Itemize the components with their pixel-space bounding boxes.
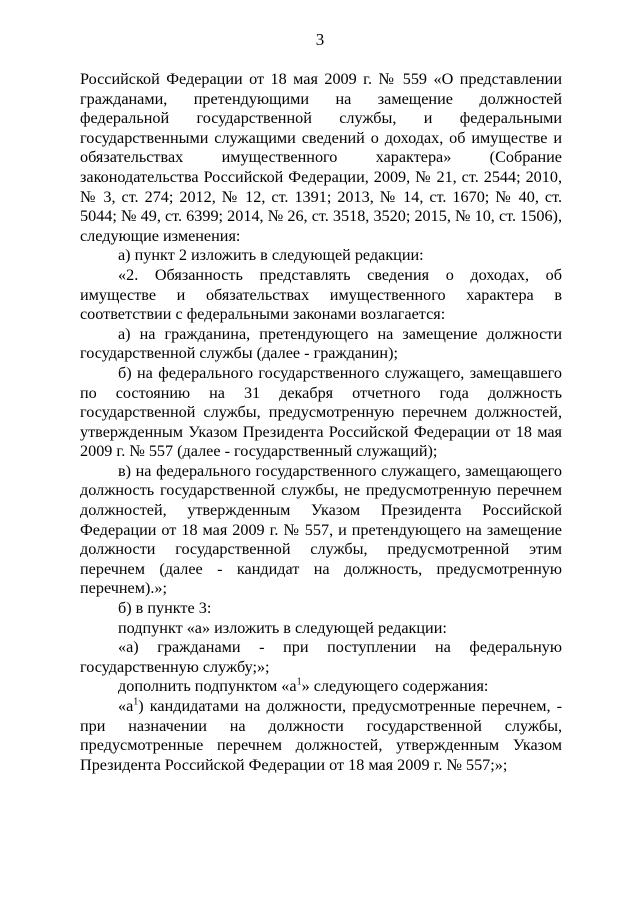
paragraph-text: ) кандидатами на должности, предусмотренные перечнем, - при назначении на должности государственной службы, предусмотренные перечнем должностей, утвержденным Указом Президента Российской Федерации от 18 мая 2009 г. № 557;»; <box>80 697 562 774</box>
paragraph: а) на гражданина, претендующего на замещение должности государственной службы (далее - гражданин); <box>80 324 562 363</box>
paragraph: б) в пункте 3: <box>118 599 212 618</box>
paragraph-text: дополнить подпунктом «а <box>118 677 297 696</box>
paragraph: «2. Обязанность представлять сведения о доходах, об имуществе и обязательствах имущественного характера в соответствии с федеральными законами возлагается: <box>80 265 562 324</box>
paragraph: в) на федерального государственного служащего, замещающего должность государственной службы, не предусмотренную перечнем должностей, утвержденным Указом Президента Российской Федерации от 18 мая 2009 г. № 557, и претендующего на замещение должности государственной службы, предусмотренной этим перечнем (далее - кандидат на должность, предусмотренную перечнем).»; <box>80 461 562 598</box>
paragraph: подпункт «а» изложить в следующей редакции: <box>118 618 447 637</box>
paragraph-text: «а <box>118 697 134 715</box>
paragraph <box>80 677 562 697</box>
superscript: 1 <box>296 677 302 689</box>
paragraph: «а) гражданами - при поступлении на федеральную государственную службу;»; <box>80 638 562 676</box>
document-body <box>80 70 562 775</box>
paragraph-text: » следующего содержания: <box>301 677 489 696</box>
superscript: 1 <box>133 696 139 708</box>
paragraph: б) на федерального государственного служащего, замещавшего по состоянию на 31 декабря отчетного года должность государственной службы, предусмотренную перечнем должностей, утвержденным Указом Президента Российской Федерации от 18 мая 2009 г. № 557 (далее - государственный служащий); <box>80 363 562 461</box>
page-number: 3 <box>315 30 325 49</box>
paragraph <box>80 697 562 775</box>
paragraph: а) пункт 2 изложить в следующей редакции: <box>118 246 424 265</box>
paragraph: Российской Федерации от 18 мая 2009 г. № 559 «О представлении гражданами, претендующими на замещение должностей федеральной государственной службы, и федеральными государственными служащими сведений о доходах, об имуществе и обязательствах имущественного характера» (Собрание законодательства Российской Федерации, 2009, № 21, ст. 2544; 2010, № 3, ст. 274; 2012, № 12, ст. 1391; 2013, № 14, ст. 1670; № 40, ст. 5044; № 49, ст. 6399; 2014, № 26, ст. 3518, 3520; 2015, № 10, ст. 1506), следующие изменения: <box>80 70 562 245</box>
